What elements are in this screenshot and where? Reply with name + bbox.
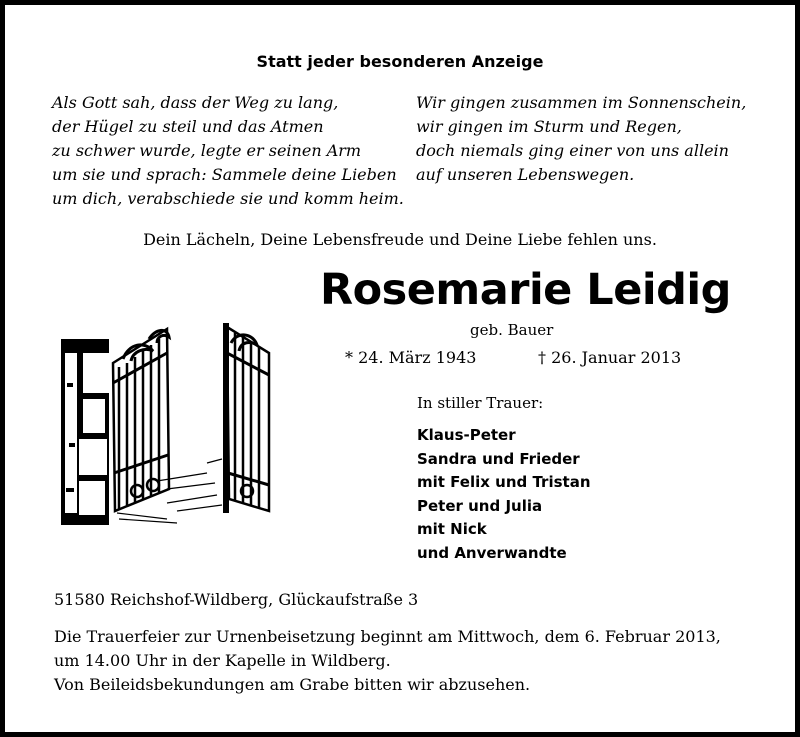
mourner-name: mit Felix und Tristan xyxy=(417,473,591,491)
tagline: Dein Lächeln, Deine Lebensfreude und Deine Liebe fehlen uns. xyxy=(143,230,657,249)
stone-pillar xyxy=(61,339,109,525)
poem-left xyxy=(52,91,404,211)
poem-left-line: zu schwer wurde, legte er seinen Arm xyxy=(52,141,362,160)
mourning-intro: In stiller Trauer: xyxy=(417,394,544,412)
poem-right-line: doch niemals ging einer von uns allein xyxy=(416,141,729,160)
service-line: Die Trauerfeier zur Urnenbeisetzung beginnt am Mittwoch, dem 6. Februar 2013, xyxy=(54,627,721,646)
condolence-note: Von Beileidsbekundungen am Grabe bitten wir abzusehen. xyxy=(54,675,531,694)
birth-date: * 24. März 1943 xyxy=(345,348,477,367)
gate-icon xyxy=(57,323,272,528)
gate-post xyxy=(223,323,229,513)
mourner-name: und Anverwandte xyxy=(417,543,567,562)
mourner-name: Klaus-Peter xyxy=(417,426,516,444)
poem-right-line: Wir gingen zusammen im Sonnenschein, xyxy=(416,93,747,112)
notice-headline: Statt jeder besonderen Anzeige xyxy=(256,52,544,71)
mourner-name: mit Nick xyxy=(417,520,487,538)
mourner-name: Sandra und Frieder xyxy=(417,449,580,468)
birth-name: geb. Bauer xyxy=(470,321,554,339)
poem-right-line: wir gingen im Sturm und Regen, xyxy=(416,117,682,136)
service-line: um 14.00 Uhr in der Kapelle in Wildberg. xyxy=(54,651,391,670)
poem-left-line: der Hügel zu steil und das Atmen xyxy=(52,117,324,136)
poem-left-line: um dich, verabschiede sie und komm heim. xyxy=(52,189,404,208)
poem-right-line: auf unseren Lebenswegen. xyxy=(416,165,635,184)
family-address: 51580 Reichshof-Wildberg, Glückaufstraße 3 xyxy=(54,590,419,609)
poem-left-line: um sie und sprach: Sammele deine Lieben xyxy=(52,165,397,184)
deceased-name: Rosemarie Leidig xyxy=(320,265,731,315)
mourner-name: Peter und Julia xyxy=(417,496,543,515)
death-date: † 26. Januar 2013 xyxy=(538,348,682,367)
mourners-list xyxy=(417,424,591,565)
poem-left-line: Als Gott sah, dass der Weg zu lang, xyxy=(52,93,339,112)
gate-right-wing xyxy=(227,327,269,511)
poem-right xyxy=(416,91,746,187)
gate-left-wing xyxy=(113,329,169,511)
funeral-service-info xyxy=(54,625,721,673)
